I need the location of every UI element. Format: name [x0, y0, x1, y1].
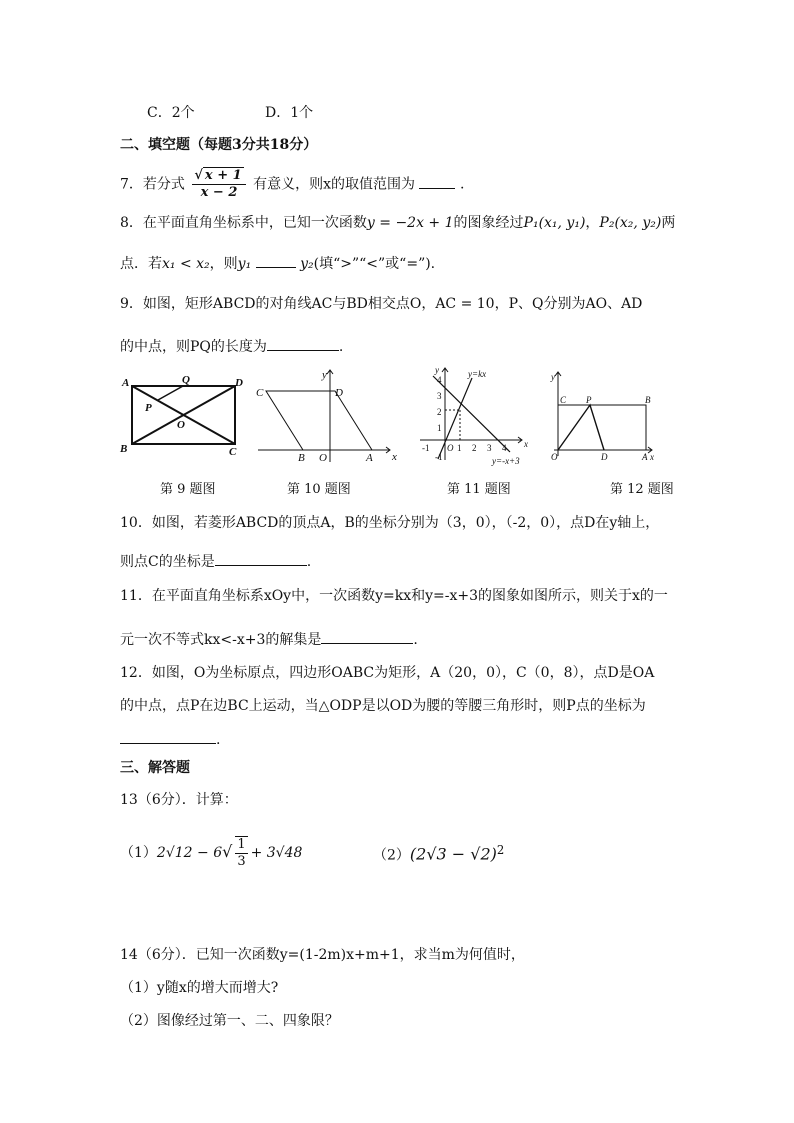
figure-9	[118, 372, 248, 462]
fig9-label-q: Q	[182, 374, 190, 386]
fig11-label-x: x	[524, 439, 528, 449]
fig12-label-a: A	[642, 452, 648, 462]
fig12-label-x: x	[650, 452, 654, 462]
fig12-label-b: B	[645, 395, 651, 405]
fig12-label-o: O	[551, 452, 558, 462]
fig11-label-o: O	[447, 443, 454, 453]
q8-point-p1: P₁(x₁, y₁)	[523, 215, 586, 231]
q8-text-e: ，则	[209, 256, 238, 272]
fig12-triangle	[558, 405, 604, 450]
fig9-label-b: B	[120, 443, 128, 455]
fig9-label-c: C	[229, 446, 237, 458]
fig11-label-y: y	[435, 365, 439, 375]
q11-line1: 11．在平面直角坐标系xOy中，一次函数y=kx和y=-x+3的图象如图所示，则关于x的一	[120, 588, 668, 604]
q12-line3	[120, 729, 220, 750]
fig11-tick-x4: 4	[502, 443, 507, 453]
q13-part1-label: （1）	[120, 845, 157, 861]
q8-y2: y₂	[300, 256, 314, 272]
figure-12	[548, 368, 658, 464]
q10-line2	[120, 551, 311, 572]
q7-fraction: $\frac{√ x + 1}{x - 2}$	[192, 168, 245, 201]
fig11-line-ykx	[438, 378, 472, 459]
q14-sub2: （2）图像经过第一、二、四象限？	[120, 1013, 339, 1029]
q8-separator: ，	[585, 215, 600, 231]
q13-part2-label: （2）	[373, 847, 410, 864]
q13-part2-exponent: 2	[496, 843, 505, 857]
fig9-label-p: P	[145, 402, 152, 414]
q7-number: 7．若分式	[120, 176, 185, 193]
q13-title: 13（6分）．计算：	[120, 792, 238, 808]
q13-part2-expr: (2√3 − √2)	[409, 844, 497, 864]
q10-end: .	[306, 554, 312, 570]
q8-text-c: 两	[661, 215, 676, 231]
fig12-caption: 第 12 题图	[610, 482, 674, 497]
q8-text-d: 点．若	[120, 256, 162, 272]
q8-y1: y₁	[237, 256, 252, 272]
q9-line2	[120, 336, 343, 357]
fig11-label-yline: y=-x+3	[492, 456, 520, 466]
fig10-rhombus	[266, 391, 372, 450]
q9-line1: 9．如图，矩形ABCD的对角线AC与BD相交点O，AC = 10，P、Q分别为AO、AD	[120, 296, 643, 312]
fig9-caption: 第 9 题图	[160, 482, 216, 497]
fig10-label-x: x	[392, 451, 397, 463]
q12-answer-blank[interactable]	[120, 729, 216, 744]
figure-10	[252, 366, 402, 464]
q11-text: 元一次不等式kx<-x+3的解集是	[120, 632, 322, 648]
section2-title: 二、填空题（每题3分共18分）	[120, 137, 318, 153]
fig11-label-ykx: y=kx	[468, 369, 487, 379]
fig9-label-o: O	[177, 419, 185, 431]
fig11-tick-y3: 3	[437, 391, 442, 401]
fig12-label-y: y	[551, 372, 555, 382]
q13-part1-expr-b: + 3√48	[250, 845, 303, 861]
q12-line1: 12．如图，O为坐标原点，四边形OABC为矩形，A（20，0），C（0，8），点D是OA	[120, 665, 655, 681]
q13-part1-expr-a: 2√12 − 6	[156, 845, 223, 861]
q10-text: 则点C的坐标是	[120, 554, 215, 570]
q14-title: 14（6分）．已知一次函数y=(1-2m)x+m+1，求当m为何值时，	[120, 947, 525, 963]
fig12-label-p: P	[586, 395, 592, 405]
figure-9-drawing	[118, 372, 248, 462]
fig10-label-d: D	[335, 387, 343, 399]
fig10-caption: 第 10 题图	[287, 482, 351, 497]
q8-line1	[120, 213, 675, 233]
q12-end: .	[216, 732, 221, 748]
q7-line	[120, 168, 464, 201]
fig10-label-y: y	[322, 369, 327, 381]
q9-answer-blank[interactable]	[267, 336, 339, 351]
q8-condition: x₁ < x₂	[162, 256, 210, 272]
q10-line1: 10．如图，若菱形ABCD的顶点A，B的坐标分别为（3，0），（-2，0），点D在y轴上，	[120, 515, 660, 531]
figure-12-drawing	[548, 368, 658, 464]
fig12-label-c: C	[560, 395, 567, 405]
q13-part1-frac-num: 1	[237, 837, 246, 852]
fig9-label-a: A	[122, 377, 130, 389]
q12-line2: 的中点，点P在边BC上运动，当△ODP是以OD为腰的等腰三角形时，则P点的坐标为	[120, 698, 646, 714]
fig11-caption: 第 11 题图	[447, 482, 511, 497]
q8-line2	[120, 253, 435, 274]
fig11-tick-y2: 2	[437, 407, 442, 417]
q13-part1-frac-den: 3	[237, 854, 246, 869]
q8-function: y = −2x + 1	[366, 215, 454, 231]
q8-text-a: 8．在平面直角坐标系中，已知一次函数	[120, 215, 367, 231]
fig12-label-d: D	[601, 452, 608, 462]
fig10-label-a: A	[366, 452, 373, 464]
q8-answer-blank[interactable]	[256, 253, 296, 268]
fig11-tick-ym1: -1	[435, 452, 443, 462]
q7-text: 有意义，则x的取值范围为	[253, 176, 416, 193]
fig10-label-o: O	[319, 452, 327, 464]
q13-part2	[373, 836, 504, 870]
q6-option-d: D．1个	[265, 105, 314, 121]
q7-answer-blank[interactable]	[419, 174, 455, 189]
fig11-tick-xm1: -1	[422, 443, 430, 453]
q9-text: 的中点，则PQ的长度为	[120, 339, 267, 355]
q13-part1: （1）2√12 − 6√ $\frac{1}{3}$ + 3√48	[120, 837, 303, 869]
q11-end: .	[413, 632, 418, 648]
q9-end: .	[338, 339, 344, 355]
fig11-tick-y1: 1	[437, 423, 442, 433]
q11-line2	[120, 629, 418, 650]
q14-sub1: （1）y随x的增大而增大?	[120, 980, 279, 996]
fig9-label-d: D	[235, 377, 243, 389]
figure-11-drawing	[418, 364, 533, 470]
fig11-tick-x1: 1	[457, 443, 462, 453]
q7-frac-denominator: x − 2	[200, 185, 238, 200]
fig11-tick-x2: 2	[472, 443, 477, 453]
q11-answer-blank[interactable]	[321, 629, 413, 644]
section3-title: 三、解答题	[120, 760, 190, 776]
q7-frac-numerator: x + 1	[204, 168, 242, 183]
fig9-segment-pq	[158, 386, 183, 400]
fig10-label-b: B	[298, 452, 305, 464]
q8-text-b: 的图象经过	[453, 215, 524, 231]
fig11-tick-x3: 3	[487, 443, 492, 453]
figure-11	[418, 364, 533, 470]
q10-answer-blank[interactable]	[215, 551, 307, 566]
figure-10-drawing	[252, 366, 402, 464]
fig10-label-c: C	[256, 387, 264, 399]
q8-text-f: (填“>”“<”或“=”).	[313, 256, 436, 272]
q8-point-p2: P₂(x₂, y₂)	[599, 215, 662, 231]
q7-end: .	[459, 176, 465, 193]
q13-part1-fraction	[235, 836, 247, 870]
q6-option-c: C．2个	[147, 105, 195, 121]
fig11-tick-y4: 4	[437, 375, 442, 385]
